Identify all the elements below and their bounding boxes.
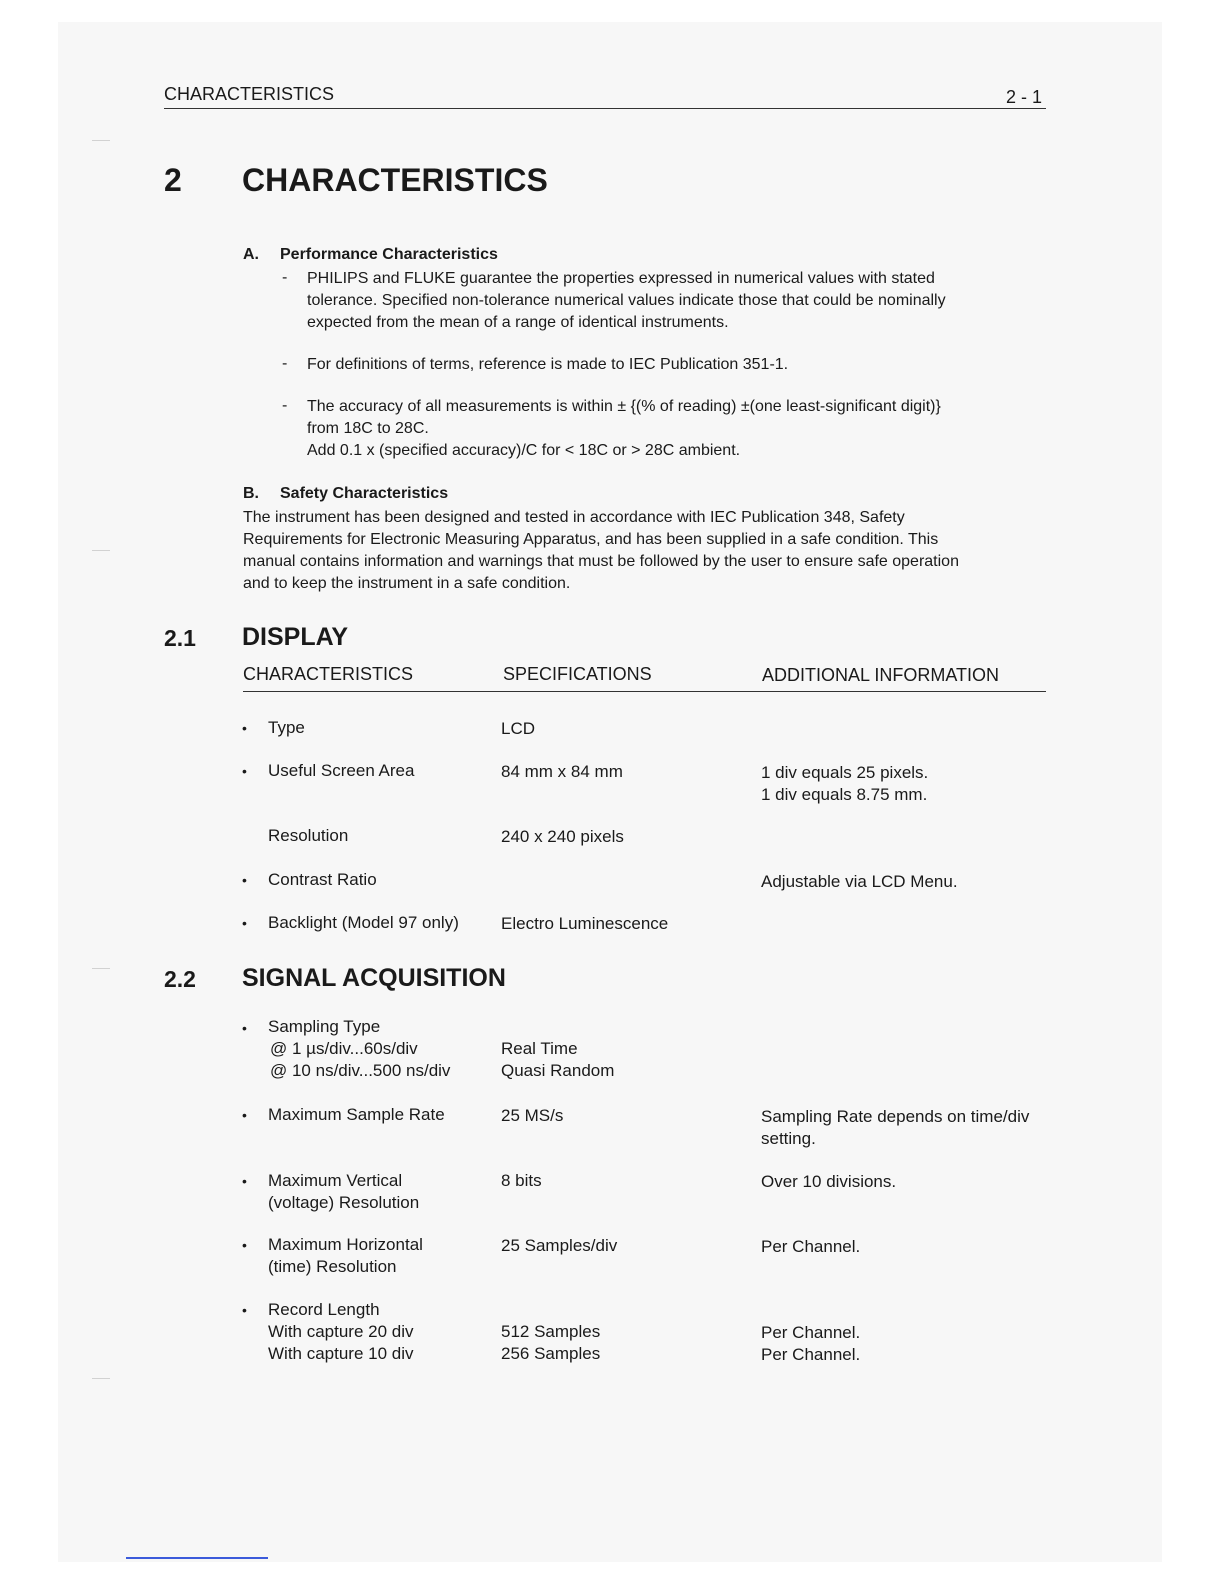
table-cell: Maximum Vertical (voltage) Resolution: [268, 1171, 420, 1212]
table-cell: Maximum Horizontal (time) Resolution: [268, 1235, 423, 1276]
section-number: 2.2: [164, 966, 196, 992]
row-bullet: •: [242, 1107, 247, 1123]
column-header-additional-info: ADDITIONAL INFORMATION: [762, 665, 1000, 685]
table-cell: 25 Samples/div: [501, 1236, 618, 1255]
table-cell: 8 bits: [501, 1171, 542, 1190]
row-bullet: •: [242, 915, 247, 931]
table-cell: Maximum Sample Rate: [268, 1105, 445, 1124]
scan-mark: [92, 1378, 110, 1379]
table-cell: 240 x 240 pixels: [501, 827, 624, 846]
row-bullet: •: [242, 1237, 247, 1253]
chapter-title: CHARACTERISTICS: [242, 162, 548, 198]
scan-mark: [92, 968, 110, 969]
list-marker: -: [282, 397, 288, 414]
table-cell: Useful Screen Area: [268, 761, 415, 780]
table-cell: 1 div equals 25 pixels. 1 div equals 8.75 mm.: [761, 763, 929, 804]
running-header-title: CHARACTERISTICS: [164, 84, 335, 104]
chapter-number: 2: [164, 162, 182, 198]
table-cell: Record Length With capture 20 div With capture 10 div: [268, 1300, 414, 1363]
table-cell: Backlight (Model 97 only): [268, 913, 459, 932]
section-a-label: A.: [243, 246, 259, 263]
section-number: 2.1: [164, 625, 196, 651]
section-b-label: B.: [243, 485, 259, 502]
table-cell: Type: [268, 718, 305, 737]
row-bullet: •: [242, 1302, 247, 1318]
scan-mark: [92, 550, 110, 551]
table-cell: 512 Samples 256 Samples: [501, 1322, 601, 1363]
safety-paragraph: The instrument has been designed and tested in accordance with IEC Publication 348, Safety Requirements for Electronic Measuring Apparatus, and has been supplied in a safe condition. This manual contains information and warnings that must be followed by the user to ensure safe operation and to keep the instrument in a safe condition.: [243, 509, 959, 592]
table-cell: Resolution: [268, 826, 349, 845]
table-cell: Sampling Type @ 1 µs/div...60s/div @ 10 ns/div...500 ns/div: [268, 1017, 451, 1080]
row-bullet: •: [242, 720, 247, 736]
table-cell: Per Channel.: [761, 1237, 861, 1256]
list-marker: -: [282, 269, 288, 286]
table-header-rule: [243, 691, 1046, 692]
scan-artifact-line: [126, 1557, 268, 1559]
table-cell: Contrast Ratio: [268, 870, 377, 889]
table-cell: Per Channel. Per Channel.: [761, 1323, 861, 1364]
row-bullet: •: [242, 1020, 247, 1036]
section-a-title: Performance Characteristics: [280, 246, 498, 263]
table-cell: Real Time Quasi Random: [501, 1039, 615, 1080]
list-marker: -: [282, 355, 288, 372]
list-item: The accuracy of all measurements is within ± {(% of reading) ±(one least-significant digit)} from 18C to 28C. Add 0.1 x (specified accuracy)/C for < 18C or > 28C ambient.: [307, 398, 941, 459]
table-cell: Over 10 divisions.: [761, 1172, 897, 1191]
row-bullet: •: [242, 872, 247, 888]
column-header-characteristics: CHARACTERISTICS: [243, 664, 414, 684]
page-sheet: [58, 22, 1162, 1562]
scan-mark: [92, 140, 110, 141]
table-cell: 84 mm x 84 mm: [501, 762, 623, 781]
table-cell: 25 MS/s: [501, 1106, 564, 1125]
row-bullet: •: [242, 763, 247, 779]
page-number: 2 - 1: [1006, 87, 1043, 107]
table-cell: Electro Luminescence: [501, 914, 669, 933]
table-cell: LCD: [501, 719, 536, 738]
section-b-title: Safety Characteristics: [280, 485, 449, 502]
list-item: For definitions of terms, reference is made to IEC Publication 351-1.: [307, 356, 789, 373]
table-cell: Sampling Rate depends on time/div setting.: [761, 1107, 1030, 1148]
section-title: SIGNAL ACQUISITION: [242, 964, 506, 992]
row-bullet: •: [242, 1173, 247, 1189]
header-rule: [164, 108, 1046, 109]
column-header-specifications: SPECIFICATIONS: [503, 664, 652, 684]
section-title: DISPLAY: [242, 623, 349, 651]
table-cell: Adjustable via LCD Menu.: [761, 872, 958, 891]
list-item: PHILIPS and FLUKE guarantee the properties expressed in numerical values with stated tolerance. Specified non-tolerance numerical values indicate those that could be nominally expected from the mean of a range of identical instruments.: [307, 270, 946, 331]
